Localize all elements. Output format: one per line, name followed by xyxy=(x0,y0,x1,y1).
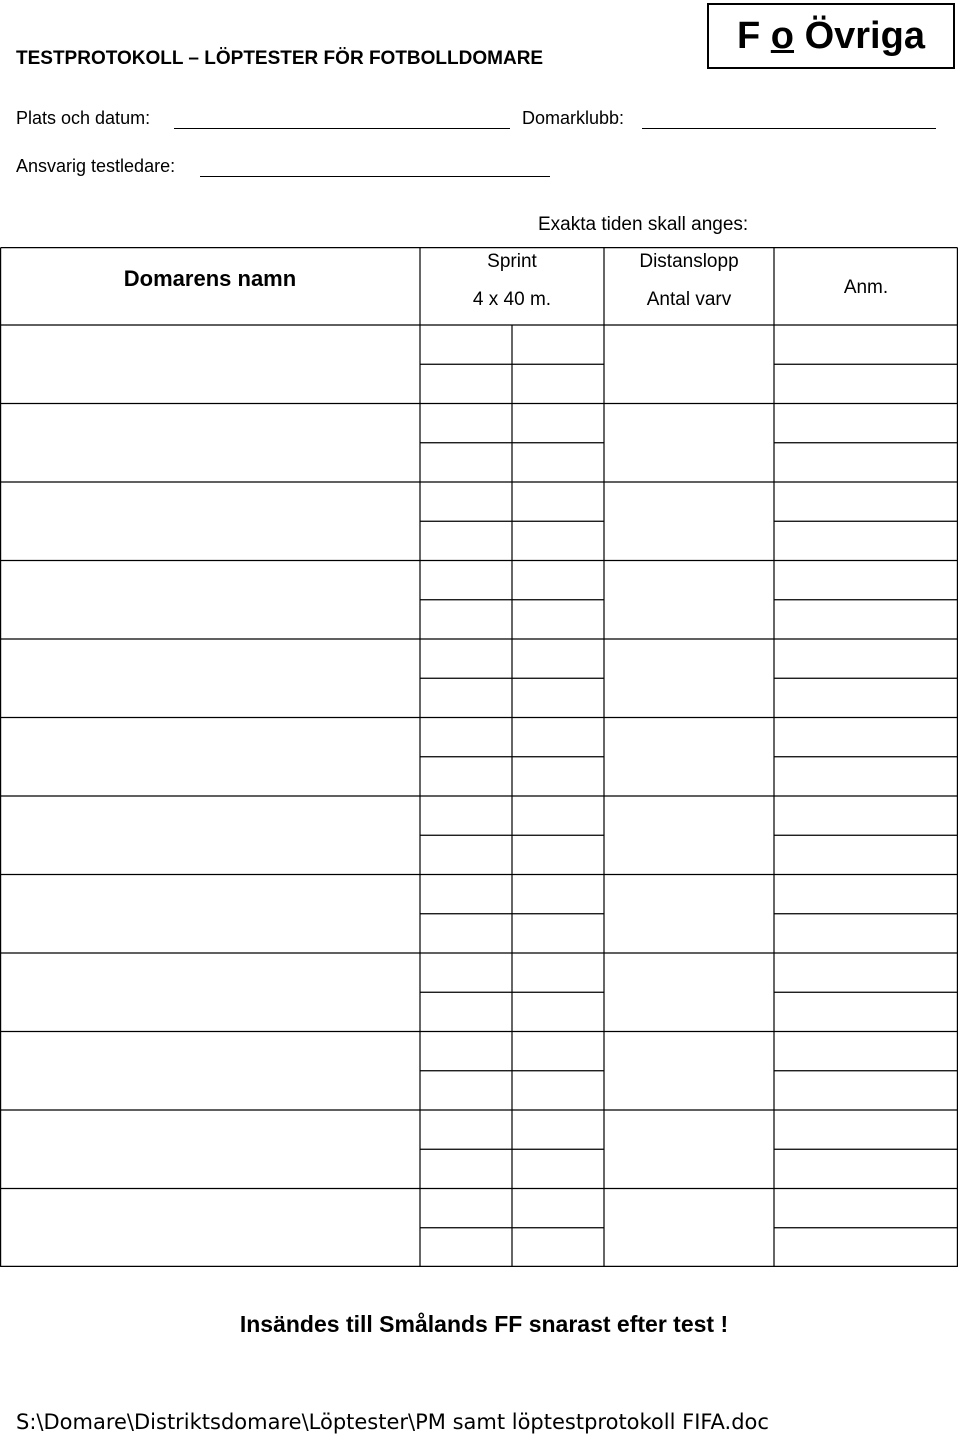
column-header-sprint: Sprint xyxy=(487,251,537,272)
place-date-field[interactable] xyxy=(174,128,510,129)
table-grid xyxy=(0,247,958,1267)
exact-time-note: Exakta tiden skall anges: xyxy=(538,214,749,235)
results-table xyxy=(0,247,958,1267)
column-header-laps: Antal varv xyxy=(646,289,732,310)
column-header-sprint-distance: 4 x 40 m. xyxy=(472,289,552,310)
submission-note: Insändes till Smålands FF snarast efter test ! xyxy=(239,1311,729,1337)
category-box xyxy=(707,3,955,69)
column-header-distance: Distanslopp xyxy=(639,251,739,272)
leader-field[interactable] xyxy=(200,176,550,177)
category-underlined: o xyxy=(770,14,795,57)
place-date-label: Plats och datum: xyxy=(16,108,151,128)
club-label: Domarklubb: xyxy=(522,108,625,128)
document-title: TESTPROTOKOLL – LÖPTESTER FÖR FOTBOLLDOMARE xyxy=(16,48,544,69)
file-path: S:\Domare\Distriktsdomare\Löptester\PM samt löptestprotokoll FIFA.doc xyxy=(16,1410,769,1434)
category-suffix: Övriga xyxy=(794,14,925,57)
club-field[interactable] xyxy=(642,128,936,129)
category-prefix: F xyxy=(737,14,771,57)
leader-label: Ansvarig testledare: xyxy=(16,156,176,176)
column-header-name: Domarens namn xyxy=(123,266,297,291)
column-header-remark: Anm. xyxy=(843,277,889,298)
